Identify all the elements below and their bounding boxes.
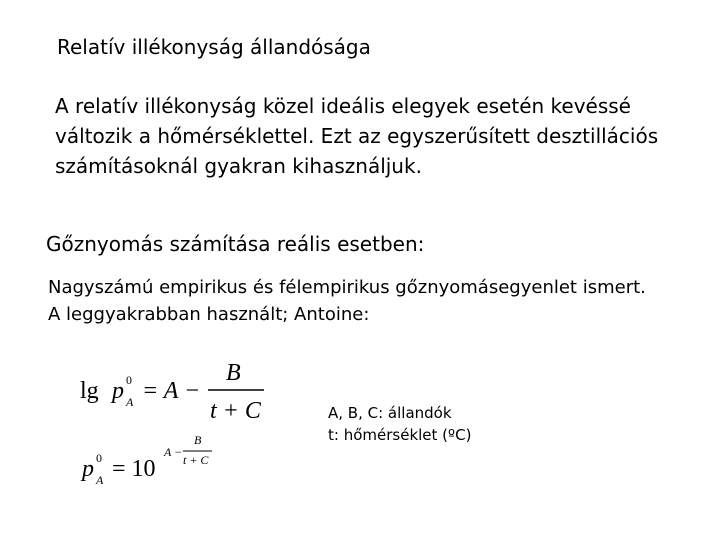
formula-lg: lg	[80, 378, 99, 404]
paragraph-line: számításoknál gyakran kihasználjuk.	[55, 154, 422, 178]
formula-exponent-a-minus: A −	[164, 445, 183, 459]
formula-equals-a-minus: = A −	[142, 378, 201, 404]
formula-subscript: A	[126, 395, 134, 409]
legend-line: t: hőmérséklet (ºC)	[328, 426, 472, 444]
formula-subscript: A	[96, 473, 104, 487]
paragraph-line: Nagyszámú empirikus és félempirikus gőznyomásegyenlet ismert.	[48, 277, 646, 298]
formula-exponent-numerator: B	[194, 433, 202, 447]
paragraph-line: A relatív illékonyság közel ideális elegyek esetén kevéssé	[55, 94, 631, 118]
section-heading-vapor-pressure: Gőznyomás számítása reális esetben:	[46, 232, 425, 256]
formula-superscript: 0	[126, 373, 132, 387]
paragraph-line: A leggyakrabban használt; Antoine:	[48, 304, 370, 325]
page-title: Relatív illékonyság állandósága	[57, 35, 371, 59]
antoine-log-formula	[80, 362, 280, 432]
formula-denominator: t + C	[210, 398, 261, 424]
legend-line: A, B, C: állandók	[328, 404, 452, 422]
paragraph-relative-volatility	[55, 91, 658, 181]
formula-exponent-denominator: t + C	[183, 453, 209, 467]
antoine-exp-formula	[80, 430, 240, 490]
formula-p: p	[112, 378, 124, 404]
paragraph-line: változik a hőmérséklettel. Ezt az egyszerűsített desztillációs	[55, 124, 659, 148]
formula-superscript: 0	[96, 451, 102, 465]
formula-numerator: B	[226, 362, 241, 386]
formula-equals-ten: = 10	[112, 456, 156, 482]
constants-legend	[328, 402, 471, 446]
formula-p: p	[82, 456, 94, 482]
paragraph-antoine-intro	[48, 274, 646, 328]
